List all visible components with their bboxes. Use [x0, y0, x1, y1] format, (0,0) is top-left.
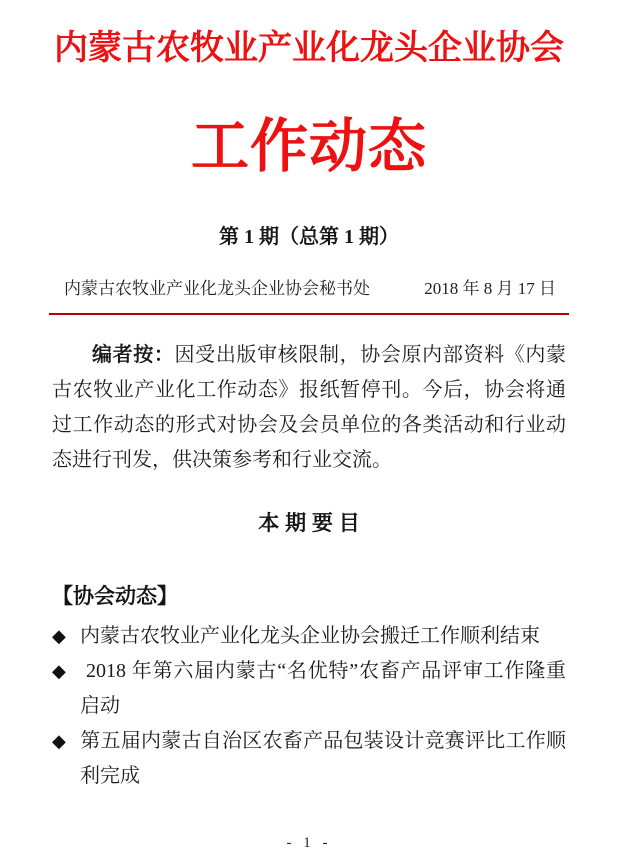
contents-heading: 本 期 要 目: [258, 512, 360, 535]
publish-date: 2018 年 8 月 17 日: [424, 279, 556, 298]
issue-number-line: 第 1 期（总第 1 期）: [219, 226, 399, 248]
editor-note: [52, 338, 566, 478]
toc-item: [52, 619, 566, 654]
association-name: 内蒙古农牧业产业化龙头企业协会: [54, 30, 564, 67]
section-title-association-news: 【协会动态】: [52, 585, 178, 608]
publisher-row: [52, 278, 566, 300]
toc-item: [52, 654, 566, 724]
diamond-bullet-icon: ◆: [52, 626, 66, 646]
red-divider-line: [49, 313, 569, 315]
publisher-name: 内蒙古农牧业产业化龙头企业协会秘书处: [64, 279, 370, 298]
editor-note-lead: 编者按：: [92, 344, 175, 366]
diamond-bullet-icon: ◆: [52, 731, 66, 751]
bulletin-title: 工作动态: [190, 114, 427, 179]
toc-list: [52, 619, 566, 794]
toc-item-text: 第五届内蒙古自治区农畜产品包装设计竞赛评比工作顺利完成: [80, 730, 566, 787]
diamond-bullet-icon: ◆: [52, 661, 66, 681]
editor-note-body: 因受出版审核限制，协会原内部资料《内蒙古农牧业产业化工作动态》报纸暂停刊。今后，协会将通过工作动态的形式对协会及会员单位的各类活动和行业动态进行刊发，供决策参考和行业交流。: [52, 344, 567, 471]
toc-item-text: 内蒙古农牧业产业化龙头企业协会搬迁工作顺利结束: [80, 625, 540, 647]
toc-item: [52, 724, 566, 794]
page-number: - 1 -: [286, 835, 332, 851]
toc-item-text: 2018 年第六届内蒙古“名优特”农畜产品评审工作隆重启动: [80, 660, 566, 717]
